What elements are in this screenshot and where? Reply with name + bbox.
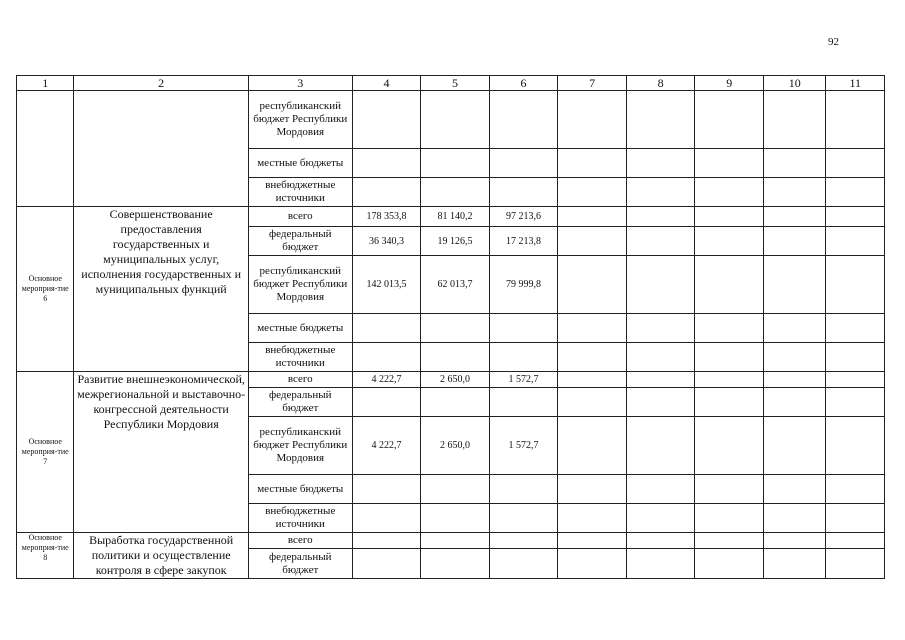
- value-cell: [352, 549, 421, 579]
- header-cell: 1: [17, 76, 74, 91]
- value-cell: [489, 504, 558, 533]
- source-label: федеральный бюджет: [248, 388, 352, 417]
- value-cell: [421, 178, 490, 207]
- table-row: [17, 207, 885, 227]
- header-cell: 5: [421, 76, 490, 91]
- header-cell: 10: [763, 76, 826, 91]
- measure-name: Развитие внешнеэкономической, межрегиональной и выставочно-конгрессной деятельности Республики Мордовия: [74, 372, 248, 533]
- source-label: республиканский бюджет Республики Мордовия: [248, 91, 352, 149]
- table-row: [17, 372, 885, 388]
- value-cell: [489, 475, 558, 504]
- value-cell: [421, 475, 490, 504]
- value-cell: [421, 343, 490, 372]
- value-cell: [489, 178, 558, 207]
- header-cell: 2: [74, 76, 248, 91]
- value-cell: [352, 91, 421, 149]
- value-cell: 2 650,0: [421, 417, 490, 475]
- source-label: федеральный бюджет: [248, 549, 352, 579]
- value-cell: 178 353,8: [352, 207, 421, 227]
- source-label: местные бюджеты: [248, 149, 352, 178]
- value-cell: 1 572,7: [489, 372, 558, 388]
- value-cell: 36 340,3: [352, 227, 421, 256]
- value-cell: 4 222,7: [352, 372, 421, 388]
- source-label: всего: [248, 533, 352, 549]
- header-cell: 9: [695, 76, 764, 91]
- value-cell: [421, 149, 490, 178]
- value-cell: 1 572,7: [489, 417, 558, 475]
- source-label: внебюджетные источники: [248, 178, 352, 207]
- value-cell: [352, 149, 421, 178]
- value-cell: 2 650,0: [421, 372, 490, 388]
- value-cell: [352, 343, 421, 372]
- value-cell: [421, 549, 490, 579]
- source-label: внебюджетные источники: [248, 343, 352, 372]
- value-cell: [489, 388, 558, 417]
- header-cell: 8: [626, 76, 695, 91]
- value-cell: [489, 314, 558, 343]
- header-cell: 4: [352, 76, 421, 91]
- value-cell: [421, 91, 490, 149]
- value-cell: [489, 149, 558, 178]
- source-label: федеральный бюджет: [248, 227, 352, 256]
- value-cell: 79 999,8: [489, 256, 558, 314]
- measure-name: Выработка государственной политики и осуществление контроля в сфере закупок: [74, 533, 248, 579]
- value-cell: [489, 549, 558, 579]
- header-cell: 11: [826, 76, 885, 91]
- header-row: [17, 76, 885, 91]
- page-number: 92: [828, 36, 839, 48]
- name-cell: [74, 91, 248, 207]
- value-cell: [421, 388, 490, 417]
- value-cell: 17 213,8: [489, 227, 558, 256]
- value-cell: [421, 314, 490, 343]
- value-cell: 81 140,2: [421, 207, 490, 227]
- code-cell: [17, 91, 74, 207]
- source-label: местные бюджеты: [248, 314, 352, 343]
- value-cell: [421, 533, 490, 549]
- value-cell: [352, 504, 421, 533]
- value-cell: [352, 388, 421, 417]
- source-label: местные бюджеты: [248, 475, 352, 504]
- value-cell: [352, 533, 421, 549]
- value-cell: [489, 533, 558, 549]
- measure-name: Совершенствование предоставления государственных и муниципальных услуг, исполнения государственных и муниципальных функций: [74, 207, 248, 372]
- source-label: республиканский бюджет Республики Мордовия: [248, 417, 352, 475]
- measure-code: Основное мероприя-тие 7: [17, 372, 74, 533]
- value-cell: 4 222,7: [352, 417, 421, 475]
- budget-table: [16, 75, 885, 579]
- header-cell: 3: [248, 76, 352, 91]
- source-label: всего: [248, 207, 352, 227]
- header-cell: 6: [489, 76, 558, 91]
- value-cell: [352, 314, 421, 343]
- value-cell: 19 126,5: [421, 227, 490, 256]
- value-cell: 142 013,5: [352, 256, 421, 314]
- header-cell: 7: [558, 76, 627, 91]
- source-label: внебюджетные источники: [248, 504, 352, 533]
- value-cell: [489, 343, 558, 372]
- value-cell: 62 013,7: [421, 256, 490, 314]
- measure-code: Основное мероприя-тие 6: [17, 207, 74, 372]
- value-cell: [352, 178, 421, 207]
- measure-code: Основное мероприя-тие 8: [17, 533, 74, 579]
- value-cell: [352, 475, 421, 504]
- source-label: республиканский бюджет Республики Мордовия: [248, 256, 352, 314]
- value-cell: [489, 91, 558, 149]
- table-row: [17, 91, 885, 149]
- table-row: [17, 533, 885, 549]
- value-cell: 97 213,6: [489, 207, 558, 227]
- source-label: всего: [248, 372, 352, 388]
- value-cell: [421, 504, 490, 533]
